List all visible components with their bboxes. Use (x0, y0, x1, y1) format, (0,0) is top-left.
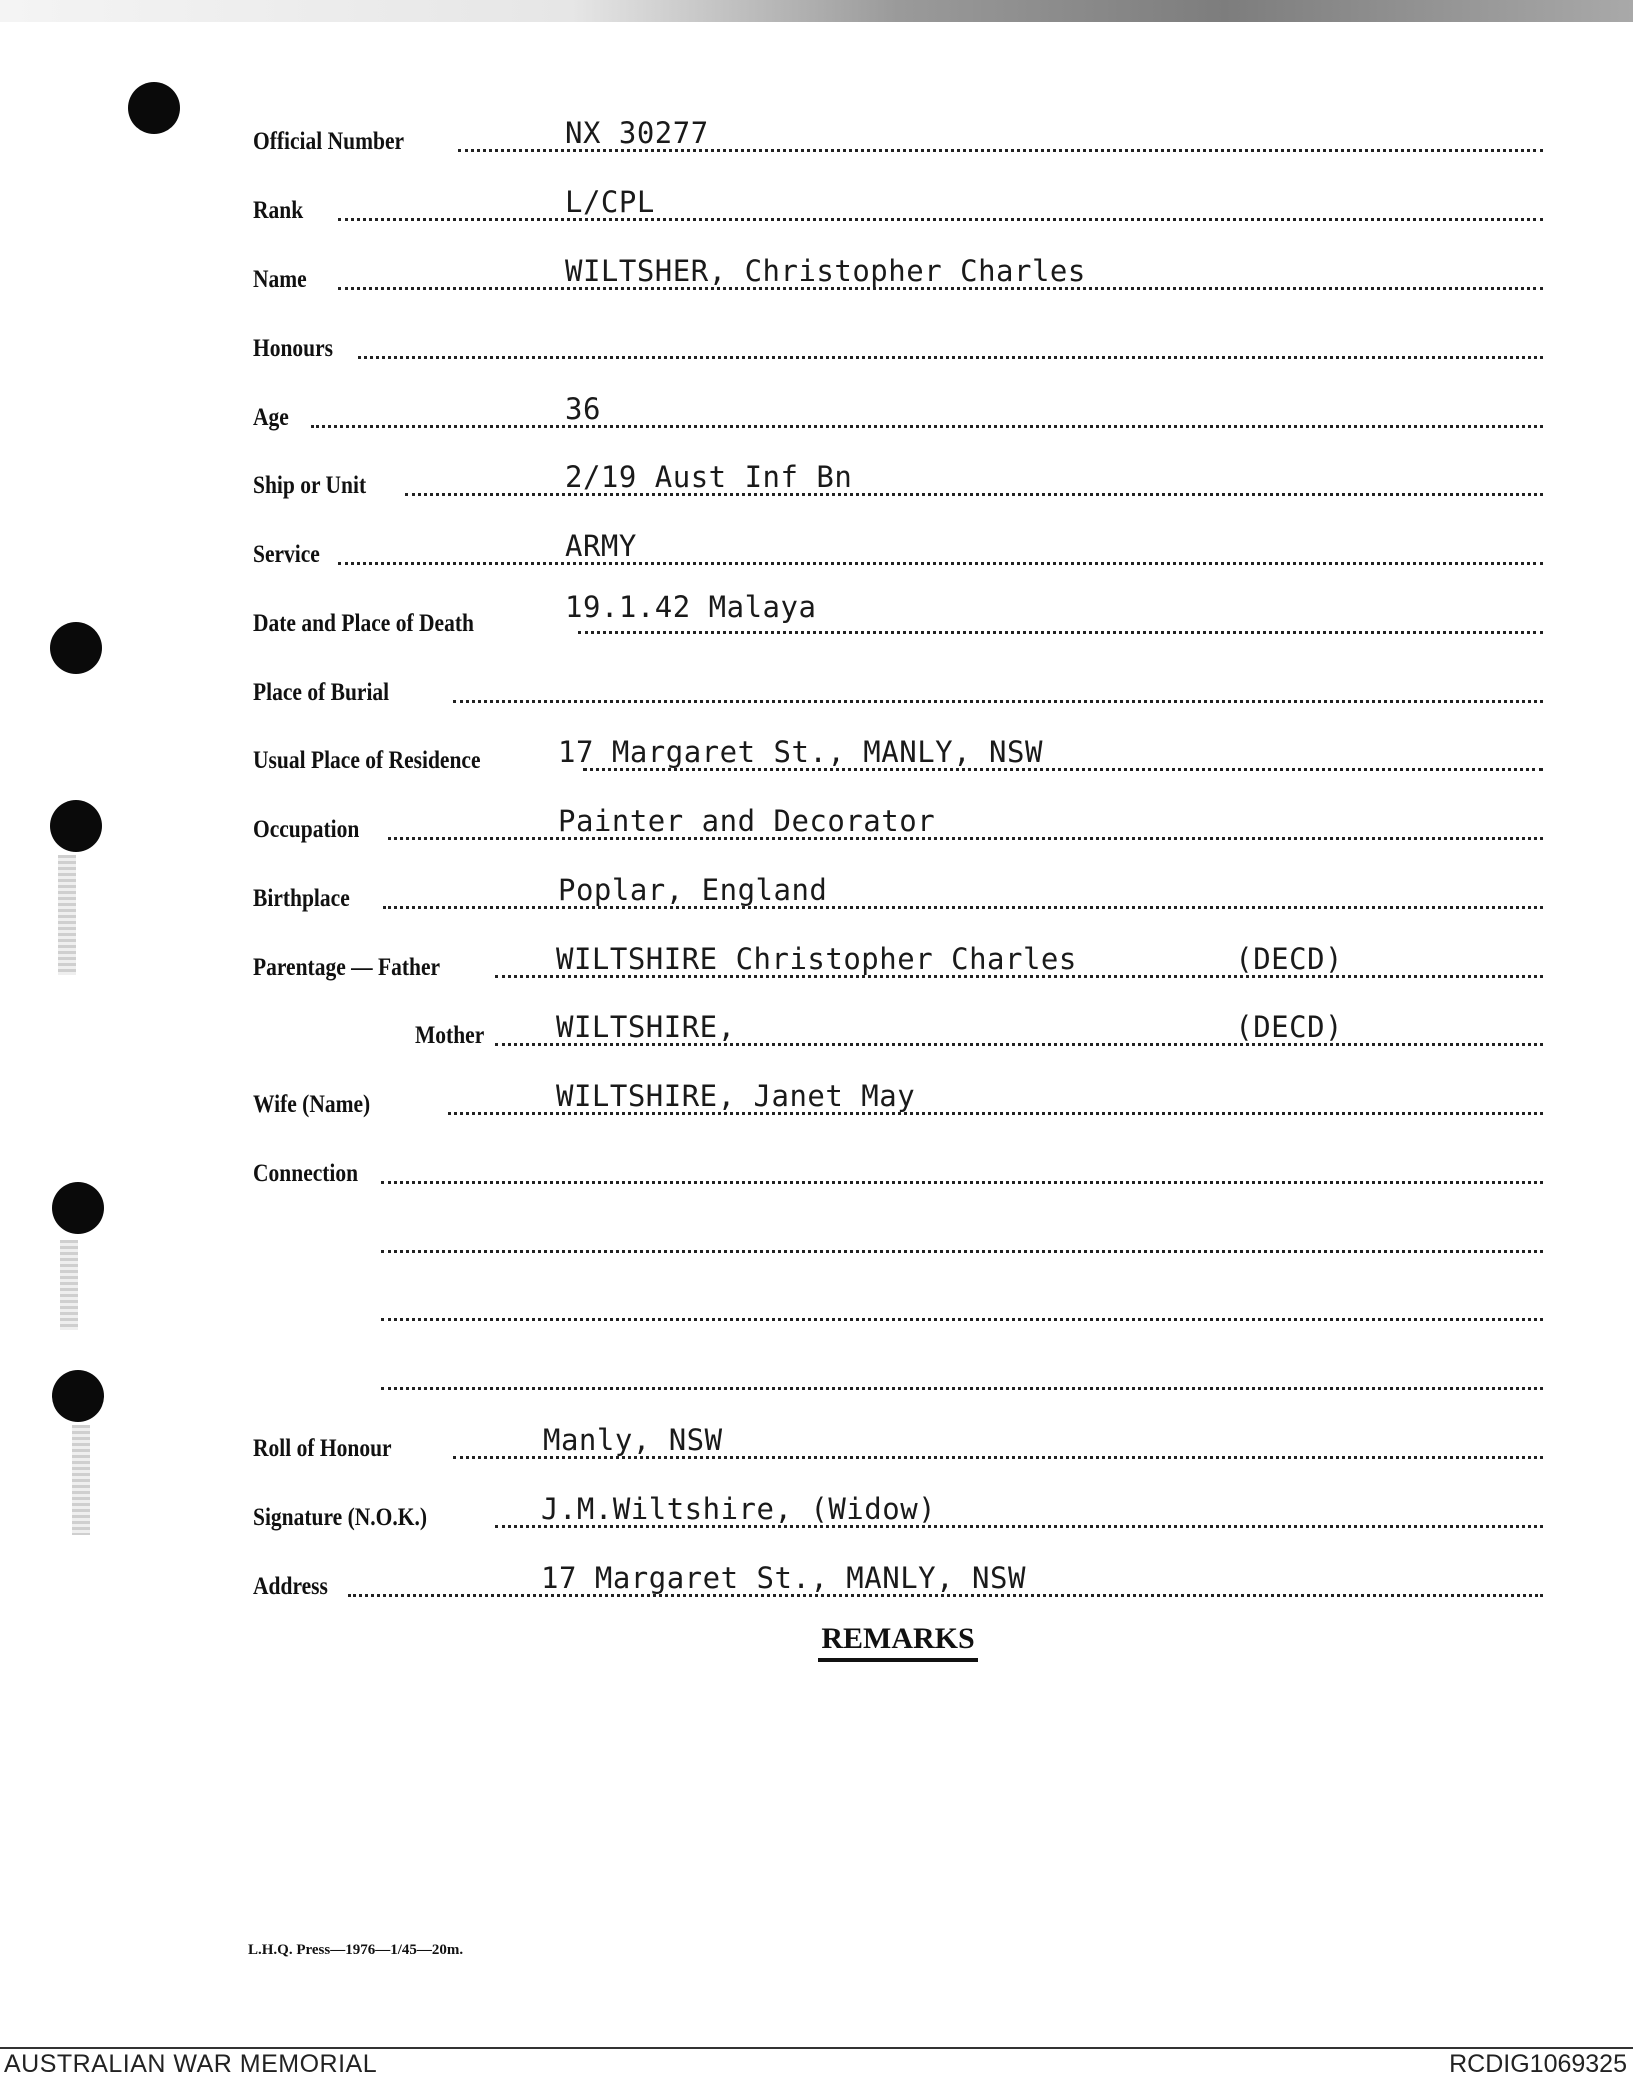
dotted-line (453, 700, 1543, 703)
field-ship-or-unit (253, 456, 1543, 500)
field-usual-place-of-residence (253, 731, 1543, 775)
field-value: 17 Margaret St., MANLY, NSW (558, 735, 1043, 769)
scan-top-band (0, 0, 1633, 22)
field-label: Rank (253, 197, 304, 224)
field-name (253, 250, 1543, 294)
field-value: 2/19 Aust Inf Bn (565, 460, 853, 494)
field-place-of-burial (253, 663, 1543, 707)
punch-hole-icon (50, 800, 102, 852)
field-connection (253, 1144, 1543, 1188)
field-value: WILTSHIRE, (556, 1010, 736, 1044)
field-label: Signature (N.O.K.) (253, 1504, 428, 1531)
dotted-line (338, 218, 1543, 221)
field-value: L/CPL (565, 185, 655, 219)
field-label: Name (253, 266, 307, 293)
dotted-line (383, 906, 1543, 909)
field-address (253, 1557, 1543, 1601)
field-note-decd: (DECD) (1235, 942, 1343, 976)
field-value: Poplar, England (558, 873, 828, 907)
blank-line (253, 1213, 1543, 1257)
scan-streak (58, 855, 76, 975)
scan-streak (72, 1425, 90, 1535)
blank-line (253, 1281, 1543, 1325)
dotted-line (578, 631, 1543, 634)
footer-divider (0, 2047, 1633, 2049)
field-date-place-of-death (253, 590, 1543, 638)
punch-hole-icon (128, 82, 180, 134)
field-value: Manly, NSW (543, 1423, 723, 1457)
field-value: WILTSHIRE, Janet May (556, 1079, 916, 1113)
field-age (253, 388, 1543, 432)
dotted-line (381, 1318, 1543, 1321)
dotted-line (381, 1387, 1543, 1390)
dotted-line (311, 425, 1543, 428)
field-value: NX 30277 (565, 116, 709, 150)
field-occupation (253, 800, 1543, 844)
dotted-line (358, 356, 1543, 359)
field-value: 17 Margaret St., MANLY, NSW (541, 1561, 1026, 1595)
field-label: Connection (253, 1160, 359, 1187)
field-signature-nok (253, 1488, 1543, 1532)
dotted-line (381, 1181, 1543, 1184)
field-wife-name (253, 1075, 1543, 1119)
dotted-line (381, 1250, 1543, 1253)
remarks-heading: REMARKS (818, 1622, 978, 1662)
printer-imprint: L.H.Q. Press—1976—1/45—20m. (248, 1942, 464, 1958)
field-honours (253, 319, 1543, 363)
field-service (253, 525, 1543, 569)
field-birthplace (253, 869, 1543, 913)
field-official-number (253, 112, 1543, 156)
field-parentage-mother (253, 1006, 1543, 1050)
field-label: Birthplace (253, 885, 350, 912)
field-value: Painter and Decorator (558, 804, 936, 838)
field-value: WILTSHER, Christopher Charles (565, 254, 1086, 288)
scan-streak (60, 1240, 78, 1330)
field-value: J.M.Wiltshire, (Widow) (541, 1492, 937, 1526)
punch-hole-icon (52, 1370, 104, 1422)
field-label: Parentage — Father (253, 954, 441, 981)
punch-hole-icon (52, 1182, 104, 1234)
field-value: WILTSHIRE Christopher Charles (556, 942, 1077, 976)
field-label: Address (253, 1573, 328, 1600)
field-label: Honours (253, 335, 334, 362)
field-label: Age (253, 404, 289, 431)
blank-line (253, 1350, 1543, 1394)
field-value: ARMY (565, 529, 637, 563)
field-parentage-father (253, 938, 1543, 982)
footer-institution: AUSTRALIAN WAR MEMORIAL (4, 2050, 378, 2078)
field-value: 36 (565, 392, 601, 426)
field-note-decd: (DECD) (1235, 1010, 1343, 1044)
field-label: Wife (Name) (253, 1091, 371, 1118)
field-label: Usual Place of Residence (253, 747, 481, 774)
field-rank (253, 181, 1543, 225)
field-label: Official Number (253, 128, 405, 155)
dotted-line (338, 562, 1543, 565)
field-label: Place of Burial (253, 679, 390, 706)
field-roll-of-honour (253, 1419, 1543, 1463)
field-label: Roll of Honour (253, 1435, 392, 1462)
field-label: Ship or Unit (253, 472, 367, 499)
field-label: Date and Place of Death (253, 610, 474, 637)
field-value: 19.1.42 Malaya (565, 590, 817, 624)
field-label: Service (253, 541, 320, 568)
punch-hole-icon (50, 622, 102, 674)
field-label: Mother (415, 1022, 485, 1049)
footer-record-id: RCDIG1069325 (1449, 2050, 1627, 2078)
field-label: Occupation (253, 816, 360, 843)
